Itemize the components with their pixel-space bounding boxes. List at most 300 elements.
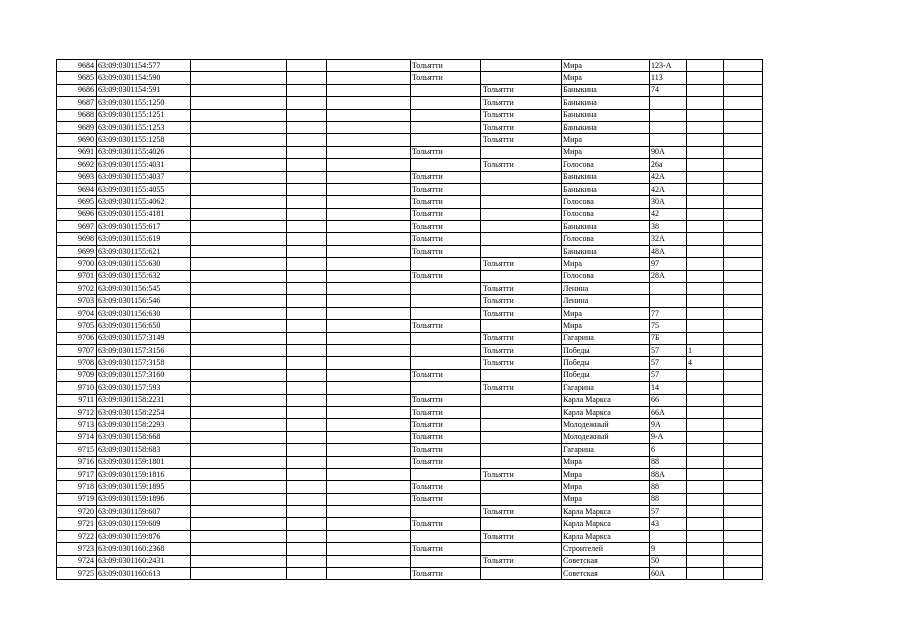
cell-extra [724, 171, 763, 183]
table-row [57, 97, 763, 109]
cell-house [650, 97, 687, 109]
cell-city-b [481, 146, 562, 158]
cell-blank-col-b [287, 444, 327, 456]
cell-extra [724, 221, 763, 233]
cell-blank-col-c [327, 307, 411, 319]
cell-city-b: Тольятти [481, 357, 562, 369]
table-row [57, 419, 763, 431]
cell-cadastral-number: 63:09:0301158:668 [97, 431, 191, 443]
cell-city-b: Тольятти [481, 468, 562, 480]
cell-cadastral-number: 63:09:0301159:607 [97, 506, 191, 518]
cell-city-a: Тольятти [411, 518, 481, 530]
cell-blank-col-a [191, 171, 287, 183]
cell-blank-col-a [191, 568, 287, 580]
cell-extra [724, 518, 763, 530]
cell-apartment [687, 431, 724, 443]
cell-blank-col-c [327, 481, 411, 493]
cell-house: 9А [650, 419, 687, 431]
cell-blank-col-a [191, 159, 287, 171]
cell-row-number: 9702 [57, 283, 97, 295]
cell-blank-col-b [287, 543, 327, 555]
cell-blank-col-a [191, 543, 287, 555]
cell-city-a [411, 530, 481, 542]
cell-blank-col-a [191, 332, 287, 344]
cell-apartment [687, 171, 724, 183]
cell-extra [724, 382, 763, 394]
cell-blank-col-c [327, 72, 411, 84]
cell-city-b: Тольятти [481, 283, 562, 295]
cell-blank-col-b [287, 332, 327, 344]
table-row [57, 568, 763, 580]
cell-house: 48А [650, 245, 687, 257]
cell-extra [724, 60, 763, 72]
table-row [57, 121, 763, 133]
cell-city-a [411, 84, 481, 96]
cell-city-b [481, 72, 562, 84]
table-row [57, 146, 763, 158]
cell-blank-col-c [327, 344, 411, 356]
cell-blank-col-b [287, 221, 327, 233]
cell-apartment [687, 72, 724, 84]
cell-blank-col-a [191, 493, 287, 505]
cell-blank-col-a [191, 456, 287, 468]
cell-apartment [687, 270, 724, 282]
cell-city-a: Тольятти [411, 444, 481, 456]
table-row [57, 171, 763, 183]
cell-cadastral-number: 63:09:0301159:1801 [97, 456, 191, 468]
cell-blank-col-c [327, 382, 411, 394]
cell-city-a [411, 121, 481, 133]
cell-blank-col-b [287, 369, 327, 381]
cell-city-b: Тольятти [481, 382, 562, 394]
cell-blank-col-b [287, 530, 327, 542]
cell-cadastral-number: 63:09:0301155:617 [97, 221, 191, 233]
cell-row-number: 9690 [57, 134, 97, 146]
cell-street: Строителей [562, 543, 650, 555]
cell-blank-col-b [287, 406, 327, 418]
cell-city-a: Тольятти [411, 320, 481, 332]
cell-street: Баныкина [562, 84, 650, 96]
cell-street: Ленина [562, 283, 650, 295]
cell-blank-col-b [287, 481, 327, 493]
cell-street: Баныкина [562, 109, 650, 121]
cell-city-a: Тольятти [411, 60, 481, 72]
cell-street: Гагарина [562, 332, 650, 344]
cell-blank-col-b [287, 555, 327, 567]
cell-cadastral-number: 63:09:0301155:630 [97, 258, 191, 270]
cell-extra [724, 555, 763, 567]
cell-house: 6 [650, 444, 687, 456]
cell-blank-col-c [327, 530, 411, 542]
cell-blank-col-b [287, 394, 327, 406]
cell-blank-col-b [287, 283, 327, 295]
cell-blank-col-a [191, 431, 287, 443]
cell-city-b: Тольятти [481, 84, 562, 96]
cell-city-a: Тольятти [411, 419, 481, 431]
cell-row-number: 9723 [57, 543, 97, 555]
table-row [57, 320, 763, 332]
cell-house: 66 [650, 394, 687, 406]
cell-blank-col-a [191, 60, 287, 72]
table-body [57, 60, 763, 580]
cell-blank-col-b [287, 258, 327, 270]
cell-extra [724, 369, 763, 381]
cell-row-number: 9725 [57, 568, 97, 580]
cell-city-b: Тольятти [481, 109, 562, 121]
cell-row-number: 9719 [57, 493, 97, 505]
cell-blank-col-c [327, 357, 411, 369]
cell-city-b [481, 60, 562, 72]
cell-city-a [411, 332, 481, 344]
cell-cadastral-number: 63:09:0301155:4037 [97, 171, 191, 183]
cell-cadastral-number: 63:09:0301160:613 [97, 568, 191, 580]
cell-cadastral-number: 63:09:0301155:4031 [97, 159, 191, 171]
cell-extra [724, 258, 763, 270]
cell-street: Мира [562, 134, 650, 146]
cell-row-number: 9709 [57, 369, 97, 381]
cell-blank-col-a [191, 295, 287, 307]
cell-street: Мира [562, 493, 650, 505]
cell-city-b [481, 518, 562, 530]
cell-blank-col-c [327, 233, 411, 245]
cell-extra [724, 493, 763, 505]
cell-row-number: 9694 [57, 183, 97, 195]
cell-extra [724, 183, 763, 195]
cell-street: Баныкина [562, 221, 650, 233]
cell-apartment [687, 233, 724, 245]
cell-street: Ленина [562, 295, 650, 307]
cell-city-b [481, 444, 562, 456]
cell-blank-col-c [327, 258, 411, 270]
table-row [57, 431, 763, 443]
cell-row-number: 9701 [57, 270, 97, 282]
cell-apartment [687, 97, 724, 109]
cell-blank-col-a [191, 481, 287, 493]
cell-extra [724, 357, 763, 369]
cell-street: Мира [562, 468, 650, 480]
cell-street: Баныкина [562, 183, 650, 195]
cell-apartment [687, 481, 724, 493]
cell-blank-col-a [191, 208, 287, 220]
cell-city-b [481, 196, 562, 208]
cell-blank-col-b [287, 518, 327, 530]
cell-row-number: 9692 [57, 159, 97, 171]
cell-blank-col-c [327, 134, 411, 146]
table-row [57, 493, 763, 505]
cell-house: 30А [650, 196, 687, 208]
cell-street: Мира [562, 60, 650, 72]
cell-house [650, 121, 687, 133]
cell-city-a [411, 258, 481, 270]
cell-extra [724, 295, 763, 307]
cell-city-a: Тольятти [411, 72, 481, 84]
cell-apartment [687, 406, 724, 418]
cell-blank-col-a [191, 357, 287, 369]
cell-extra [724, 481, 763, 493]
cell-city-b [481, 394, 562, 406]
cell-house: 66А [650, 406, 687, 418]
cell-house: 57 [650, 357, 687, 369]
cell-cadastral-number: 63:09:0301155:1251 [97, 109, 191, 121]
cell-city-b: Тольятти [481, 159, 562, 171]
cell-house: 26а [650, 159, 687, 171]
cell-extra [724, 283, 763, 295]
cell-cadastral-number: 63:09:0301157:3158 [97, 357, 191, 369]
cell-house: 50 [650, 555, 687, 567]
cell-city-a [411, 357, 481, 369]
cell-cadastral-number: 63:09:0301155:4055 [97, 183, 191, 195]
cell-row-number: 9710 [57, 382, 97, 394]
cell-street: Советская [562, 568, 650, 580]
cell-apartment [687, 493, 724, 505]
cell-house [650, 283, 687, 295]
cell-city-b: Тольятти [481, 121, 562, 133]
cell-row-number: 9700 [57, 258, 97, 270]
cell-city-b: Тольятти [481, 258, 562, 270]
cell-blank-col-c [327, 60, 411, 72]
cell-street: Гагарина [562, 444, 650, 456]
cell-extra [724, 84, 763, 96]
cell-apartment [687, 307, 724, 319]
cell-apartment [687, 159, 724, 171]
cell-city-b [481, 320, 562, 332]
cell-city-a [411, 109, 481, 121]
table-row [57, 518, 763, 530]
cell-row-number: 9696 [57, 208, 97, 220]
cell-street: Гагарина [562, 382, 650, 394]
cell-row-number: 9713 [57, 419, 97, 431]
cell-city-b [481, 481, 562, 493]
table-row [57, 84, 763, 96]
cell-city-a: Тольятти [411, 543, 481, 555]
cell-blank-col-b [287, 270, 327, 282]
cell-blank-col-c [327, 468, 411, 480]
cell-apartment [687, 468, 724, 480]
cell-extra [724, 109, 763, 121]
cell-city-b: Тольятти [481, 555, 562, 567]
cell-blank-col-c [327, 208, 411, 220]
cell-city-a: Тольятти [411, 196, 481, 208]
cell-blank-col-b [287, 493, 327, 505]
cell-row-number: 9688 [57, 109, 97, 121]
cell-blank-col-a [191, 245, 287, 257]
cell-blank-col-a [191, 233, 287, 245]
cell-street: Голосова [562, 196, 650, 208]
table-row [57, 369, 763, 381]
cell-cadastral-number: 63:09:0301157:3156 [97, 344, 191, 356]
cell-blank-col-c [327, 221, 411, 233]
cell-blank-col-b [287, 506, 327, 518]
table-row [57, 233, 763, 245]
cell-city-b [481, 419, 562, 431]
cell-blank-col-a [191, 394, 287, 406]
cell-apartment [687, 295, 724, 307]
cell-street: Карла Маркса [562, 394, 650, 406]
cell-row-number: 9704 [57, 307, 97, 319]
table-row [57, 344, 763, 356]
cell-blank-col-b [287, 382, 327, 394]
cell-blank-col-b [287, 97, 327, 109]
cell-cadastral-number: 63:09:0301158:2231 [97, 394, 191, 406]
cell-blank-col-c [327, 109, 411, 121]
cell-house: 97 [650, 258, 687, 270]
table-row [57, 530, 763, 542]
cell-blank-col-c [327, 543, 411, 555]
cell-city-a [411, 344, 481, 356]
cell-blank-col-b [287, 344, 327, 356]
cell-row-number: 9684 [57, 60, 97, 72]
cell-city-b [481, 493, 562, 505]
cell-apartment [687, 183, 724, 195]
cell-street: Победы [562, 344, 650, 356]
cell-blank-col-c [327, 406, 411, 418]
table-row [57, 332, 763, 344]
cell-cadastral-number: 63:09:0301159:1816 [97, 468, 191, 480]
cell-extra [724, 320, 763, 332]
cell-extra [724, 456, 763, 468]
cell-city-a: Тольятти [411, 493, 481, 505]
cell-street: Молодежный [562, 419, 650, 431]
cell-extra [724, 530, 763, 542]
cell-blank-col-a [191, 307, 287, 319]
cell-cadastral-number: 63:09:0301157:593 [97, 382, 191, 394]
cell-house: 42А [650, 183, 687, 195]
cell-row-number: 9685 [57, 72, 97, 84]
cell-extra [724, 506, 763, 518]
cell-cadastral-number: 63:09:0301154:577 [97, 60, 191, 72]
cell-extra [724, 233, 763, 245]
cell-blank-col-a [191, 258, 287, 270]
cell-blank-col-c [327, 456, 411, 468]
table-row [57, 208, 763, 220]
cell-row-number: 9724 [57, 555, 97, 567]
cell-street: Мира [562, 481, 650, 493]
cell-city-b: Тольятти [481, 295, 562, 307]
cell-apartment [687, 109, 724, 121]
cell-blank-col-b [287, 171, 327, 183]
cell-street: Баныкина [562, 171, 650, 183]
cell-blank-col-b [287, 84, 327, 96]
cell-extra [724, 444, 763, 456]
table-row [57, 183, 763, 195]
cell-row-number: 9686 [57, 84, 97, 96]
cell-extra [724, 270, 763, 282]
cell-blank-col-c [327, 332, 411, 344]
cell-apartment [687, 518, 724, 530]
cell-blank-col-b [287, 72, 327, 84]
cell-extra [724, 332, 763, 344]
cell-blank-col-a [191, 530, 287, 542]
cell-blank-col-a [191, 344, 287, 356]
cell-blank-col-b [287, 357, 327, 369]
cell-blank-col-b [287, 468, 327, 480]
cell-city-a: Тольятти [411, 431, 481, 443]
cell-cadastral-number: 63:09:0301160:2431 [97, 555, 191, 567]
cell-city-b [481, 369, 562, 381]
cell-street: Голосова [562, 159, 650, 171]
cell-row-number: 9722 [57, 530, 97, 542]
cell-blank-col-b [287, 109, 327, 121]
table-row [57, 295, 763, 307]
cell-city-a: Тольятти [411, 369, 481, 381]
cell-apartment [687, 146, 724, 158]
cell-blank-col-b [287, 60, 327, 72]
cell-blank-col-b [287, 233, 327, 245]
cell-apartment [687, 320, 724, 332]
cell-blank-col-b [287, 159, 327, 171]
table-row [57, 555, 763, 567]
cell-blank-col-c [327, 295, 411, 307]
cell-city-b [481, 543, 562, 555]
cell-blank-col-b [287, 208, 327, 220]
cell-city-a: Тольятти [411, 394, 481, 406]
cell-cadastral-number: 63:09:0301155:4026 [97, 146, 191, 158]
cell-cadastral-number: 63:09:0301159:1896 [97, 493, 191, 505]
cell-apartment [687, 543, 724, 555]
cell-apartment [687, 394, 724, 406]
cell-cadastral-number: 63:09:0301155:632 [97, 270, 191, 282]
cell-house: 38 [650, 221, 687, 233]
cell-city-a: Тольятти [411, 568, 481, 580]
cell-city-a [411, 295, 481, 307]
cell-row-number: 9699 [57, 245, 97, 257]
table-row [57, 382, 763, 394]
cell-city-b: Тольятти [481, 332, 562, 344]
cell-row-number: 9717 [57, 468, 97, 480]
cell-row-number: 9720 [57, 506, 97, 518]
cell-street: Победы [562, 357, 650, 369]
cell-extra [724, 159, 763, 171]
cell-apartment [687, 332, 724, 344]
cell-blank-col-a [191, 518, 287, 530]
cell-extra [724, 121, 763, 133]
cell-cadastral-number: 63:09:0301158:2293 [97, 419, 191, 431]
cell-city-b [481, 270, 562, 282]
cell-blank-col-c [327, 283, 411, 295]
cell-house [650, 109, 687, 121]
cell-row-number: 9705 [57, 320, 97, 332]
cell-blank-col-a [191, 406, 287, 418]
cell-house: 75 [650, 320, 687, 332]
cell-blank-col-a [191, 146, 287, 158]
cell-house: 9-А [650, 431, 687, 443]
cell-street: Баныкина [562, 97, 650, 109]
cadastral-table [56, 59, 763, 580]
cell-blank-col-a [191, 97, 287, 109]
cell-city-b [481, 406, 562, 418]
cell-apartment [687, 245, 724, 257]
cell-street: Карла Маркса [562, 506, 650, 518]
cell-city-a [411, 134, 481, 146]
table-row [57, 245, 763, 257]
cell-extra [724, 568, 763, 580]
cell-street: Голосова [562, 208, 650, 220]
table-row [57, 196, 763, 208]
cell-city-a [411, 468, 481, 480]
cell-street: Мира [562, 456, 650, 468]
cell-cadastral-number: 63:09:0301155:621 [97, 245, 191, 257]
cell-extra [724, 72, 763, 84]
cell-cadastral-number: 63:09:0301155:619 [97, 233, 191, 245]
cell-blank-col-c [327, 419, 411, 431]
cell-cadastral-number: 63:09:0301159:1895 [97, 481, 191, 493]
table-row [57, 109, 763, 121]
cell-apartment: 1 [687, 344, 724, 356]
cell-house: 88 [650, 456, 687, 468]
cell-city-a: Тольятти [411, 233, 481, 245]
cell-blank-col-b [287, 134, 327, 146]
cell-city-b [481, 233, 562, 245]
